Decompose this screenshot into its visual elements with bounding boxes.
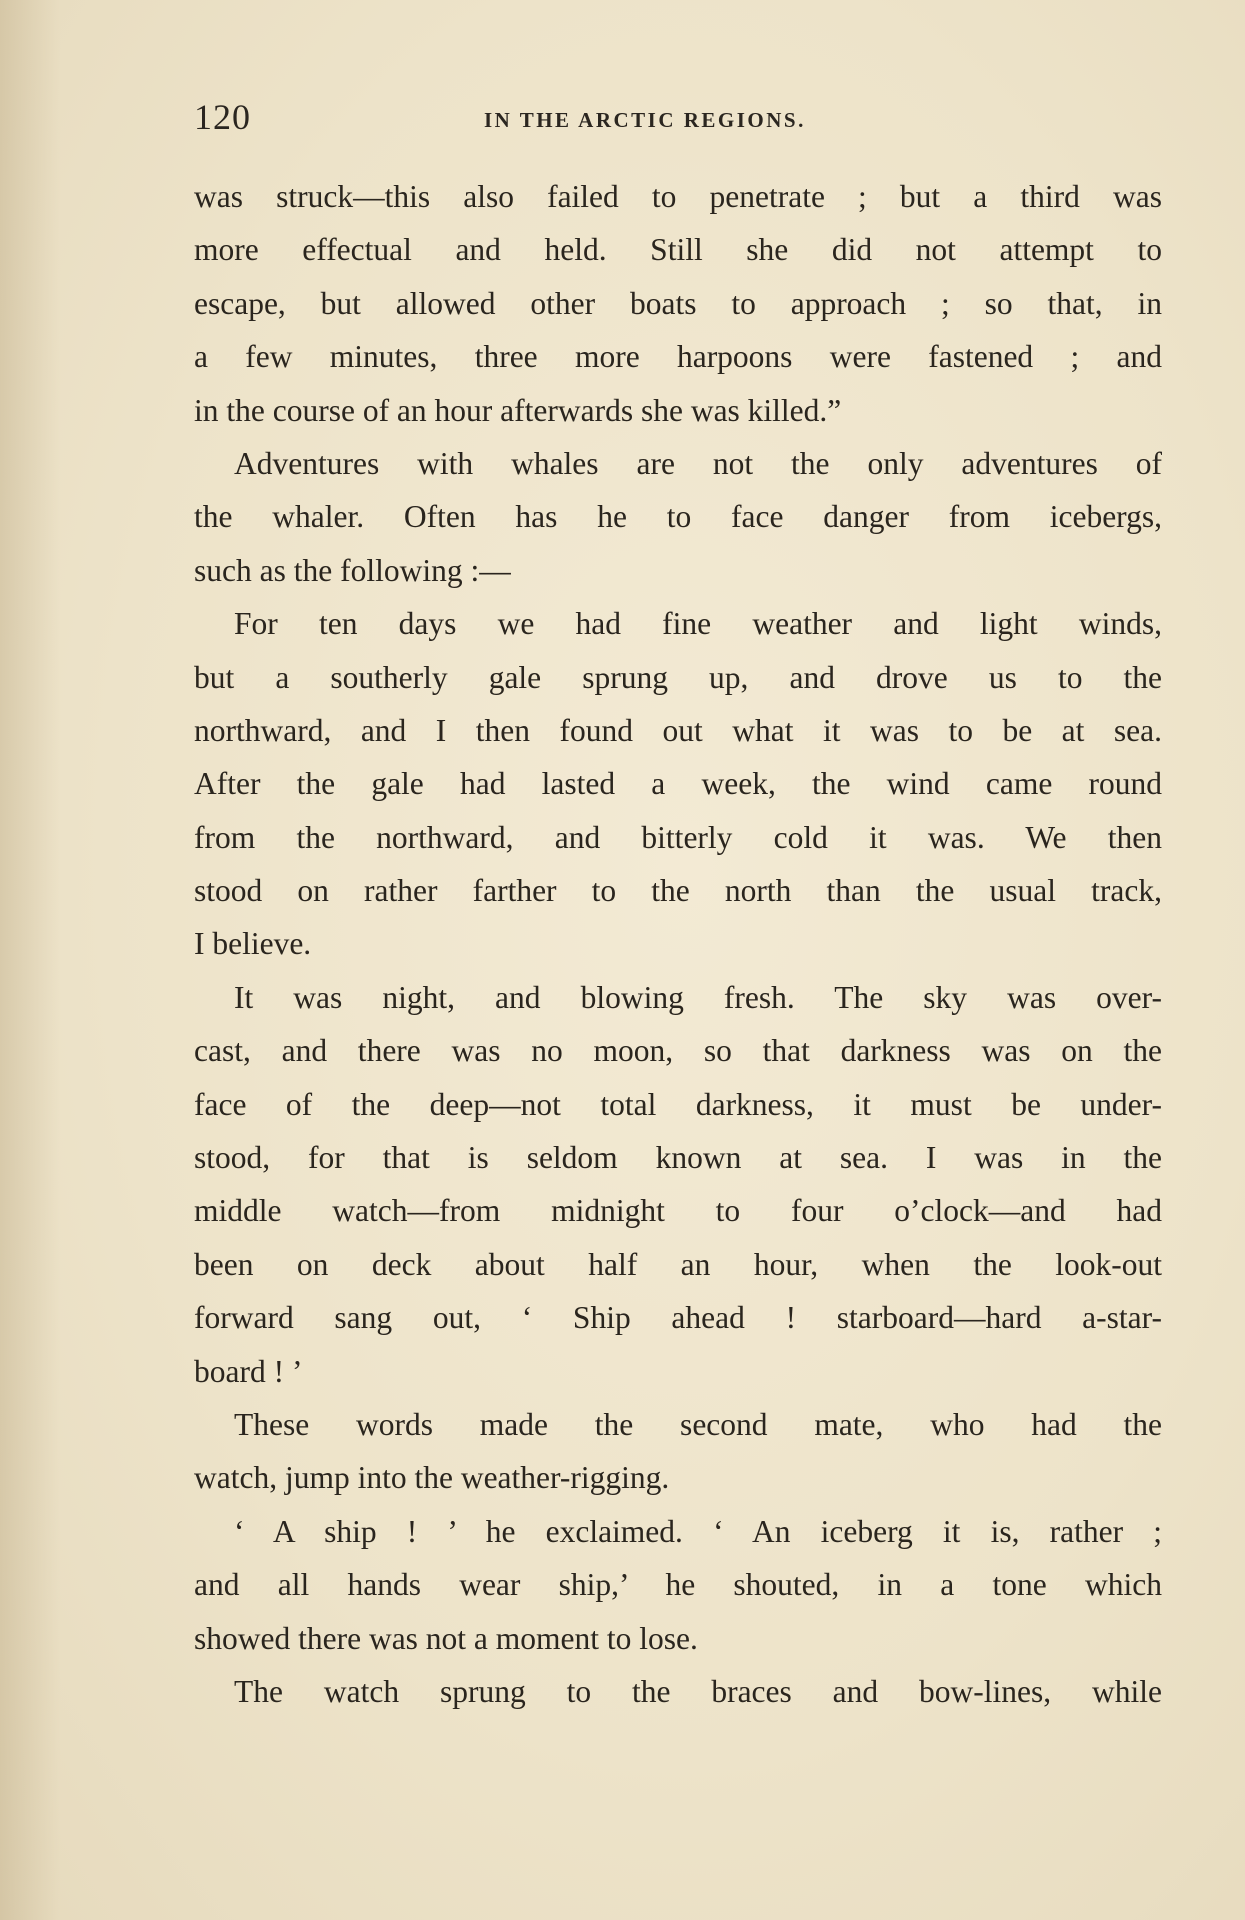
text-line: showed there was not a moment to lose. (194, 1620, 698, 1656)
text-line: board ! ’ (194, 1353, 303, 1389)
text-line: from the northward, and bitterly cold it was. We then (194, 819, 1162, 855)
text-line: a few minutes, three more harpoons were fastened ; and (194, 339, 1162, 375)
text-line: The watch sprung to the braces and bow-lines, while (234, 1673, 1162, 1709)
body-text (194, 170, 1162, 1718)
page-number: 120 (194, 97, 251, 137)
text-line: northward, and I then found out what it was to be at sea. (194, 712, 1162, 748)
text-line: more effectual and held. Still she did not attempt to (194, 232, 1162, 268)
text-line: such as the following :— (194, 552, 511, 588)
text-line: middle watch—from midnight to four o’clock—and had (194, 1193, 1162, 1229)
text-line: but a southerly gale sprung up, and drove us to the (194, 659, 1162, 695)
text-line: I believe. (194, 926, 312, 962)
text-line: stood, for that is seldom known at sea. I was in the (194, 1140, 1162, 1176)
text-line: face of the deep—not total darkness, it must be under- (194, 1086, 1162, 1122)
text-line: been on deck about half an hour, when the look-out (194, 1246, 1162, 1282)
text-line: and all hands wear ship,’ he shouted, in a tone which (194, 1567, 1162, 1603)
page-header (194, 96, 1194, 142)
text-line: It was night, and blowing fresh. The sky was over- (234, 979, 1162, 1015)
text-line: For ten days we had fine weather and light winds, (234, 606, 1162, 642)
text-line: Adventures with whales are not the only adventures of (234, 445, 1162, 481)
text-line: cast, and there was no moon, so that darkness was on the (194, 1033, 1162, 1069)
text-line: escape, but allowed other boats to approach ; so that, in (194, 285, 1162, 321)
text-line: watch, jump into the weather-rigging. (194, 1460, 670, 1496)
text-line: was struck—this also failed to penetrate ; but a third was (194, 179, 1162, 214)
text-line: stood on rather farther to the north than the usual track, (194, 873, 1162, 909)
text-line: forward sang out, ‘ Ship ahead ! starboard—hard a-star- (194, 1300, 1162, 1336)
text-line: ‘ A ship ! ’ he exclaimed. ‘ An iceberg it is, rather ; (234, 1513, 1162, 1549)
text-line: the whaler. Often has he to face danger from icebergs, (194, 499, 1162, 535)
running-head: IN THE ARCTIC REGIONS. (484, 108, 806, 132)
text-line: in the course of an hour afterwards she was killed.” (194, 392, 842, 428)
text-line: After the gale had lasted a week, the wind came round (194, 766, 1162, 802)
text-line: These words made the second mate, who had the (234, 1406, 1162, 1442)
